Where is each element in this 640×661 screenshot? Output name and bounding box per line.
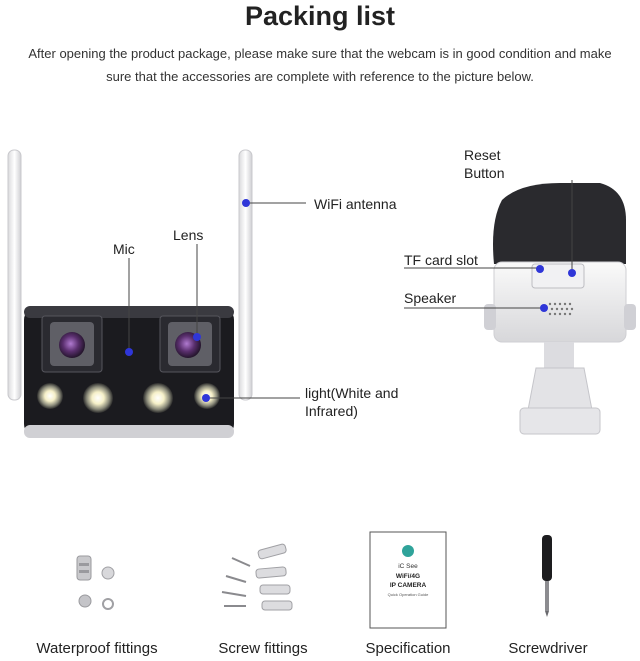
mount-arm — [528, 368, 592, 410]
lens-dot — [193, 333, 201, 341]
reset-dot — [568, 269, 576, 277]
mic-label: Mic — [113, 241, 135, 257]
mount-base — [520, 408, 600, 434]
speaker-label: Speaker — [404, 290, 457, 306]
manual-brand: iC See — [398, 563, 418, 570]
right-antenna — [239, 150, 252, 400]
manual-line-3: Quick Operation Guide — [387, 592, 429, 597]
screwdriver-illustration — [542, 535, 552, 617]
screw-fittings-illustration — [222, 544, 292, 610]
led-3 — [143, 383, 173, 413]
manual-line-2: IP CAMERA — [389, 582, 427, 589]
light-label-line-1: light(White and — [305, 385, 399, 401]
led-1 — [37, 383, 63, 409]
tf-slot-dot — [536, 265, 544, 273]
accessory-label-specification: Specification — [365, 640, 451, 657]
left-antenna — [8, 150, 21, 400]
light-dot — [202, 394, 210, 402]
accessory-label-screwdriver: Screwdriver — [508, 640, 588, 657]
speaker-dot — [540, 304, 548, 312]
light-label — [305, 384, 398, 420]
waterproof-fittings-illustration — [77, 556, 114, 609]
tf-card-slot-label: TF card slot — [404, 252, 478, 268]
page-title: Packing list — [244, 1, 396, 31]
wifi-antenna-label: WiFi antenna — [314, 196, 397, 212]
mic-dot — [125, 348, 133, 356]
specification-manual — [370, 532, 446, 628]
accessory-label-waterproof: Waterproof fittings — [36, 640, 158, 657]
reset-label-line-1: Reset — [464, 147, 501, 163]
front-camera — [8, 150, 252, 438]
left-lens — [59, 332, 85, 358]
manual-logo — [402, 545, 414, 557]
led-2 — [83, 383, 113, 413]
reset-button-label — [464, 146, 504, 182]
accessory-label-screws: Screw fittings — [218, 640, 308, 657]
reset-label-line-2: Button — [464, 165, 505, 181]
mount-neck — [544, 342, 574, 368]
wifi-dot — [242, 199, 250, 207]
intro-line-1: After opening the product package, please make sure that the webcam is in good condition and make — [28, 46, 612, 61]
intro-line-2: sure that the accessories are complete with reference to the picture below. — [106, 69, 534, 84]
manual-line-1: WiFi/4G — [395, 573, 421, 580]
light-label-line-2: Infrared) — [305, 403, 358, 419]
lens-label: Lens — [173, 227, 204, 243]
